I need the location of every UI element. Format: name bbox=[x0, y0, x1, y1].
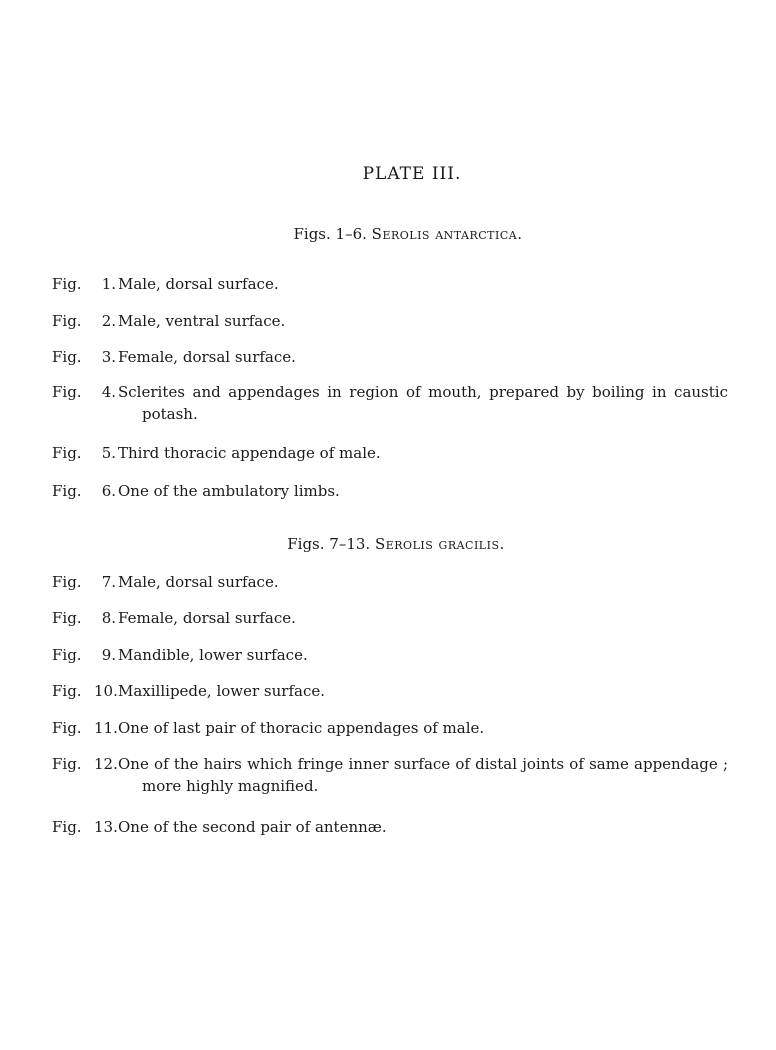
fig-description: One of the second pair of antennæ. bbox=[118, 818, 387, 836]
fig-description: Male, dorsal surface. bbox=[118, 275, 279, 293]
page-title: PLATE III. bbox=[362, 164, 462, 184]
fig-description: One of the ambulatory limbs. bbox=[118, 482, 340, 500]
fig-label: Fig. bbox=[52, 482, 82, 500]
fig-label: Fig. bbox=[52, 818, 82, 836]
fig-description: Male, dorsal surface. bbox=[118, 573, 279, 591]
section-heading-species: Serolis antarctica. bbox=[371, 225, 523, 243]
fig-label: Fig. bbox=[52, 609, 82, 627]
fig-number: 6. bbox=[101, 482, 116, 500]
fig-label: Fig. bbox=[52, 312, 82, 330]
fig-number: 8. bbox=[101, 609, 116, 627]
fig-number: 2. bbox=[101, 312, 116, 330]
fig-number: 11. bbox=[94, 719, 118, 737]
fig-label: Fig. bbox=[52, 348, 82, 366]
fig-number: 5. bbox=[101, 444, 116, 462]
section-heading-serolis-gracilis bbox=[8, 535, 776, 553]
fig-number: 7. bbox=[101, 573, 116, 591]
fig-number: 4. bbox=[101, 383, 116, 401]
fig-description: Sclerites and appendages in region of mouth, prepared by boiling in caustic bbox=[118, 383, 728, 401]
fig-description: One of the hairs which fringe inner surface of distal joints of same appendage ; bbox=[118, 755, 728, 773]
fig-description: Female, dorsal surface. bbox=[118, 348, 296, 366]
fig-label: Fig. bbox=[52, 755, 82, 773]
fig-label: Fig. bbox=[52, 719, 82, 737]
fig-label: Fig. bbox=[52, 646, 82, 664]
section-heading-prefix: Figs. 7–13. bbox=[287, 535, 371, 553]
fig-description: Third thoracic appendage of male. bbox=[118, 444, 381, 462]
fig-description-continuation: potash. bbox=[142, 405, 198, 423]
section-heading-serolis-antarctica bbox=[20, 225, 776, 243]
fig-description: Male, ventral surface. bbox=[118, 312, 286, 330]
fig-number: 12. bbox=[94, 755, 118, 773]
fig-number: 9. bbox=[101, 646, 116, 664]
fig-description: Mandible, lower surface. bbox=[118, 646, 308, 664]
fig-description: Female, dorsal surface. bbox=[118, 609, 296, 627]
section-heading-species: Serolis gracilis. bbox=[374, 535, 505, 553]
fig-label: Fig. bbox=[52, 383, 82, 401]
fig-number: 10. bbox=[94, 682, 118, 700]
section-heading-prefix: Figs. 1–6. bbox=[293, 225, 367, 243]
fig-label: Fig. bbox=[52, 275, 82, 293]
fig-label: Fig. bbox=[52, 573, 82, 591]
fig-description: Maxillipede, lower surface. bbox=[118, 682, 325, 700]
fig-description-continuation: more highly magnified. bbox=[142, 777, 319, 795]
fig-number: 13. bbox=[94, 818, 118, 836]
fig-label: Fig. bbox=[52, 444, 82, 462]
fig-number: 3. bbox=[101, 348, 116, 366]
fig-number: 1. bbox=[101, 275, 116, 293]
fig-label: Fig. bbox=[52, 682, 82, 700]
fig-description: One of last pair of thoracic appendages of male. bbox=[118, 719, 485, 737]
